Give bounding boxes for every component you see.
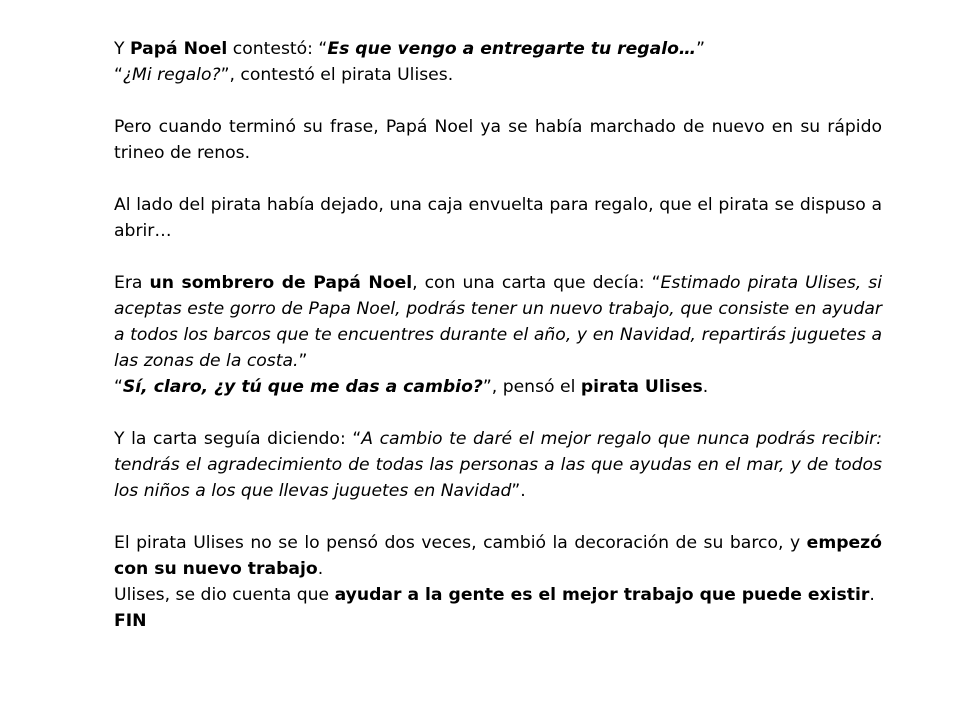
paragraph-6: Y la carta seguía diciendo: “A cambio te daré el mejor regalo que nunca podrás recibir: tendrás el agradecimiento de todas las personas a las que ayudas en el mar, y de todos los niños a los que llevas juguetes en Navidad”. (114, 429, 882, 501)
pirate-name: pirata Ulises (580, 377, 703, 397)
letter-quote: Estimado pirata Ulises, si aceptas este gorro de Papa Noel, podrás tener un nuevo trabajo, que consiste en ayudar a todos los barcos que te encuentres durante el año, y en Navidad, repartirás juguetes a las zonas de la costa. (114, 273, 882, 371)
santa-name: Papá Noel (129, 39, 228, 59)
pirate-reply-quote: Sí, claro, ¿y tú que me das a cambio? (122, 377, 483, 397)
paragraph-7: El pirata Ulises no se lo pensó dos veces, cambió la decoración de su barco, y empezó con su nuevo trabajo. (114, 533, 882, 579)
paragraph-1-line-1: Y Papá Noel contestó: “Es que vengo a entregarte tu regalo…” (114, 39, 705, 59)
paragraph-4: Era un sombrero de Papá Noel, con una carta que decía: “Estimado pirata Ulises, si aceptas este gorro de Papa Noel, podrás tener un nuevo trabajo, que consiste en ayudar a todos los barcos que te encuentres durante el año, y en Navidad, repartirás juguetes a las zonas de la costa.” (114, 273, 882, 371)
hat-phrase: un sombrero de Papá Noel (149, 273, 413, 293)
end-label: FIN (114, 611, 147, 631)
story-text (114, 36, 882, 634)
new-job-phrase: empezó con su nuevo trabajo (114, 533, 882, 579)
pirate-quote: ¿Mi regalo? (122, 65, 221, 85)
paragraph-1-line-2: “¿Mi regalo?”, contestó el pirata Ulises. (114, 65, 454, 85)
paragraph-5: “Sí, claro, ¿y tú que me das a cambio?”, pensó el pirata Ulises. (114, 377, 709, 397)
paragraph-2: Pero cuando terminó su frase, Papá Noel ya se había marchado de nuevo en su rápido trineo de renos. (114, 117, 882, 163)
paragraph-8: Ulises, se dio cuenta que ayudar a la gente es el mejor trabajo que puede existir. (114, 585, 875, 605)
santa-quote: Es que vengo a entregarte tu regalo… (327, 39, 697, 59)
paragraph-3: Al lado del pirata había dejado, una caja envuelta para regalo, que el pirata se dispuso a abrir… (114, 195, 882, 241)
reward-quote: A cambio te daré el mejor regalo que nunca podrás recibir: tendrás el agradecimiento de todas las personas a las que ayudas en el mar, y de todos los niños a los que llevas juguetes en Navidad (114, 429, 882, 501)
moral-phrase: ayudar a la gente es el mejor trabajo que puede existir (334, 585, 870, 605)
